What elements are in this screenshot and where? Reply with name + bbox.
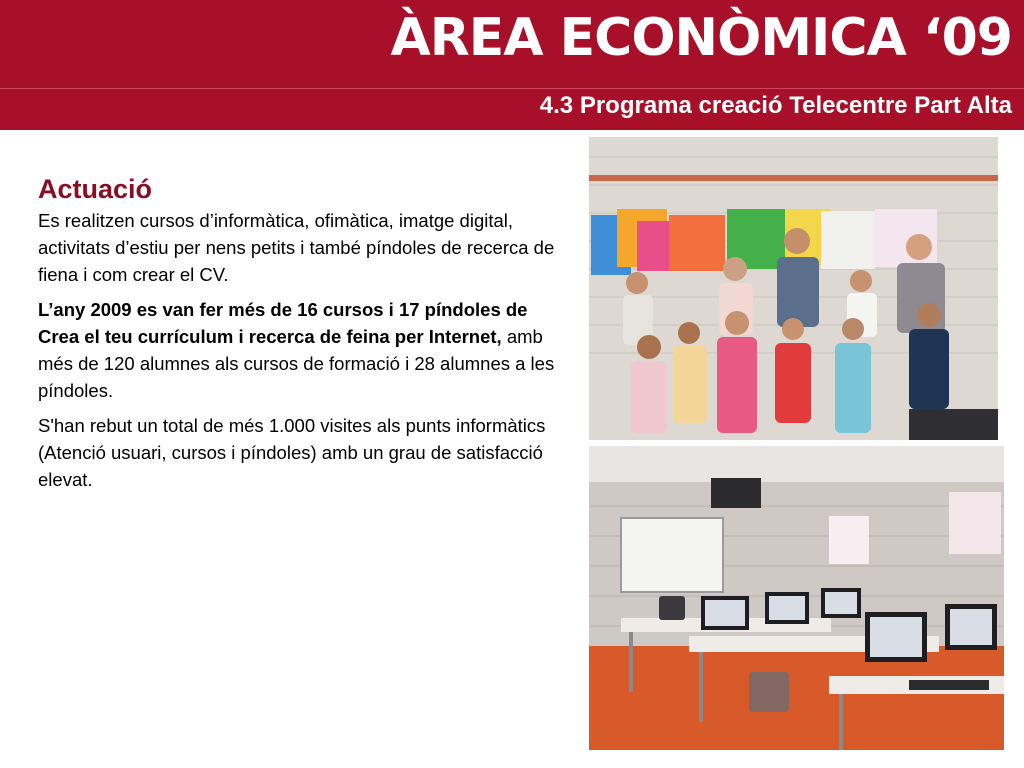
paragraph-courses: Es realitzen cursos d’informàtica, ofimàtica, imatge digital, activitats d’estiu per nens petits i també píndoles de recerca de fiena i com crear el CV. [38,210,555,285]
paragraph-visits: S'han rebut un total de més 1.000 visites als punts informàtics (Atenció usuari, cursos i píndoles) amb un grau de satisfacció elevat. [38,415,546,490]
classroom-photo-illustration [589,446,1004,750]
page-title: ÀREA ECONÒMICA ‘09 [390,8,1012,68]
paragraph-stats [38,296,563,404]
group-photo [589,137,998,440]
group-photo-illustration [589,137,998,440]
paragraph-stats-rest: amb més de 120 alumnes als cursos de formació i 28 alumnes a les píndoles. [38,326,555,401]
page-subtitle: 4.3 Programa creació Telecentre Part Alta [539,92,1012,119]
paragraph-stats-bold: L’any 2009 es van fer més de 16 cursos i 17 píndoles de Crea el teu currículum i recerca de feina per Internet, [38,299,528,347]
classroom-photo [589,446,1004,750]
text-content [38,174,563,501]
header-banner [0,0,1024,130]
header-divider [0,88,1024,89]
section-heading: Actuació [38,174,153,204]
